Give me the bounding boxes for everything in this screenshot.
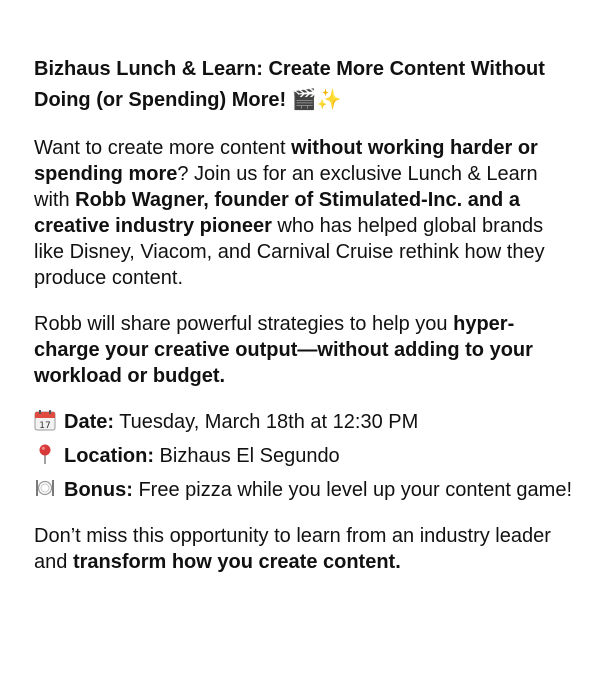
strategy-paragraph: Robb will share powerful strategies to help you hyper-charge your creative output—without adding to your workload or budget. xyxy=(34,313,533,387)
plate-icon xyxy=(34,477,56,499)
event-title-text: Bizhaus Lunch & Learn: Create More Content Without Doing (or Spending) More! xyxy=(34,58,545,111)
location-label: Location: xyxy=(64,445,154,467)
bonus-label: Bonus: xyxy=(64,479,133,501)
location-value: Bizhaus El Segundo xyxy=(154,445,340,467)
date-value: Tuesday, March 18th at 12:30 PM xyxy=(114,411,419,433)
location-line xyxy=(34,443,574,469)
event-title xyxy=(34,54,574,115)
svg-text:17: 17 xyxy=(39,421,51,431)
pin-icon xyxy=(34,443,56,465)
date-line xyxy=(34,409,574,435)
strategy-emphasis: hyper-charge your creative output—without adding to your workload or budget. xyxy=(34,313,533,387)
date-label: Date: xyxy=(64,411,115,433)
intro-paragraph: Want to create more content without working harder or spending more? Join us for an exclusive Lunch & Learn with Robb Wagner, founder of Stimulated-Inc. and a creative industry pioneer who has helped global brands like Disney, Viacom, and Carnival Cruise rethink how they produce content. xyxy=(34,137,545,289)
bonus-value: Free pizza while you level up your content game! xyxy=(132,479,573,501)
event-details xyxy=(34,409,574,503)
bonus-line xyxy=(34,477,574,503)
event-announcement xyxy=(34,54,574,595)
closing-emphasis: transform how you create content. xyxy=(72,551,401,573)
calendar-icon xyxy=(34,409,56,431)
clapperboard-sparkles-icon: 🎬✨ xyxy=(291,87,342,111)
speaker-bio-emphasis: Robb Wagner, founder of Stimulated-Inc. and a creative industry pioneer xyxy=(34,189,520,237)
closing-paragraph: Don’t miss this opportunity to learn from an industry leader and transform how you create content. xyxy=(34,525,551,573)
intro-emphasis-1: without working harder or spending more xyxy=(34,137,538,185)
